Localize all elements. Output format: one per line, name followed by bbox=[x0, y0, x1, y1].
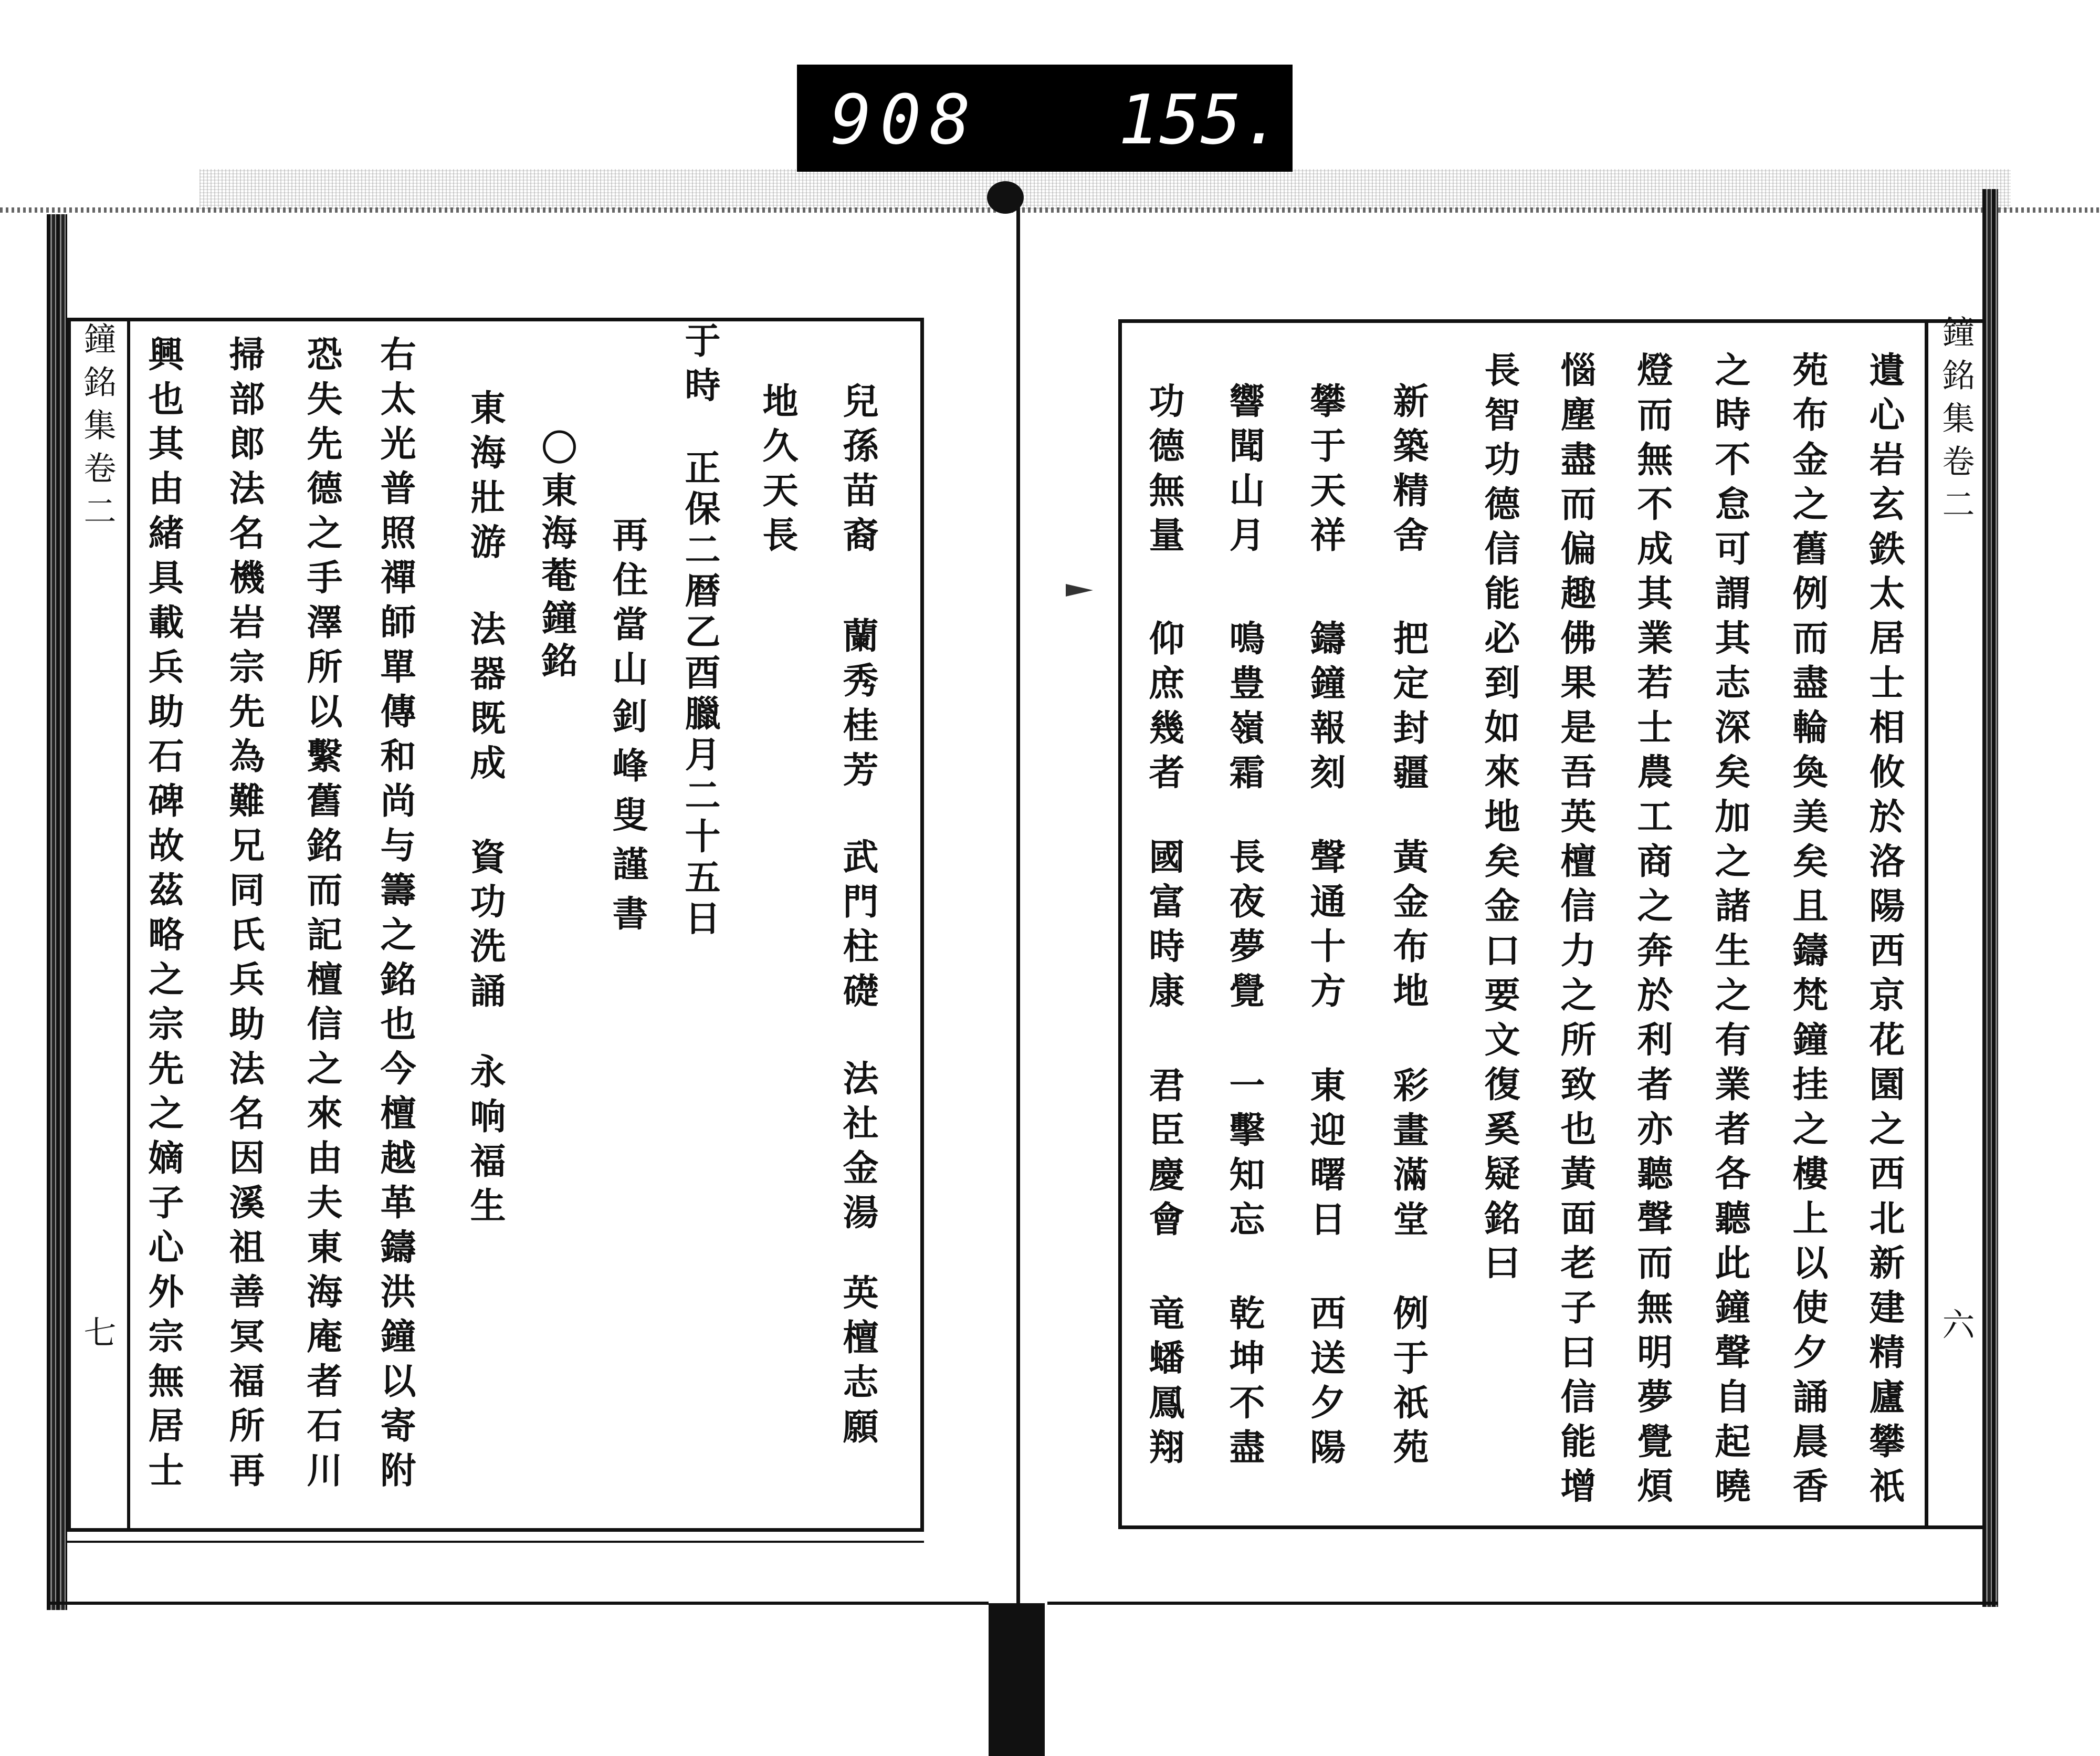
verse-phrase: 國富時康 bbox=[1143, 838, 1185, 1017]
left-page-bottom-edge bbox=[47, 1602, 989, 1605]
left-margin-divider bbox=[127, 318, 130, 1532]
left-prose-column: 右太光普照禪師單傳和尚与籌之銘也今檀越革鑄洪鐘以寄附 bbox=[374, 336, 416, 1496]
poem-phrase: 東海壯游 bbox=[464, 389, 506, 568]
verse-phrase: 一擊知忘 bbox=[1223, 1067, 1265, 1245]
left-prose-column: 興也其由緒具載兵助石碑故茲略之宗先之嫡子心外宗無居士 bbox=[142, 336, 184, 1496]
poem-phrase: 法器既成 bbox=[464, 610, 506, 789]
verse-phrase: 聲通十方 bbox=[1304, 838, 1346, 1017]
gutter-line bbox=[1016, 201, 1020, 1756]
signature-name: 釗峰叟謹書 bbox=[606, 697, 648, 944]
date-prefix: 于時 bbox=[679, 322, 721, 411]
verse-phrase: 竜蟠鳳翔 bbox=[1143, 1294, 1185, 1473]
right-page-bottom-edge bbox=[1047, 1602, 1998, 1605]
right-margin-title: 鐘銘集卷二 bbox=[1937, 315, 1975, 530]
verse-phrase: 把定封疆 bbox=[1387, 620, 1429, 798]
inscription-heading: 〇東海菴鐘銘 bbox=[536, 429, 578, 684]
left-prose-column: 恐失先德之手澤所以繫舊銘而記檀信之來由夫東海庵者石川 bbox=[301, 336, 343, 1496]
verse-phrase: 蘭秀桂芳 bbox=[837, 617, 879, 796]
right-folio-number: 六 bbox=[1937, 1308, 1975, 1351]
verse-phrase: 黃金布地 bbox=[1387, 838, 1429, 1017]
signature-place: 再住當山 bbox=[606, 516, 648, 695]
right-prose-column: 燈而無不成其業若士農工商之奔於利者亦聽聲而無明夢覺煩 bbox=[1631, 351, 1673, 1512]
verse-phrase: 彩畫滿堂 bbox=[1387, 1067, 1429, 1245]
verse-phrase: 例于祇苑 bbox=[1387, 1294, 1429, 1473]
verse-phrase: 攀于天祥 bbox=[1304, 382, 1346, 561]
verse-phrase: 乾坤不盡 bbox=[1223, 1294, 1265, 1473]
verse-phrase: 功德無量 bbox=[1143, 382, 1185, 561]
verse-phrase: 仰庶幾者 bbox=[1143, 620, 1185, 798]
poem-phrase: 資功洗誦 bbox=[464, 838, 506, 1017]
scan-number-right: 155. bbox=[1118, 80, 1283, 160]
poem-phrase: 永响福生 bbox=[464, 1053, 506, 1231]
left-prose-column: 掃部郎法名機岩宗先為難兄同氏兵助法名因溪祖善冥福所再 bbox=[223, 336, 265, 1496]
verse-phrase: 地久天長 bbox=[757, 382, 799, 561]
verse-phrase: 鳴豊嶺霜 bbox=[1223, 620, 1265, 798]
verse-phrase: 法社金湯 bbox=[837, 1060, 879, 1238]
scan-number-label bbox=[797, 65, 1293, 172]
scan-number-left: 908 bbox=[831, 80, 979, 160]
verse-phrase: 新築精舍 bbox=[1387, 382, 1429, 561]
verse-phrase: 英檀志願 bbox=[837, 1274, 879, 1452]
verse-phrase: 兒孫苗裔 bbox=[837, 382, 879, 561]
verse-phrase: 東迎曙日 bbox=[1304, 1067, 1346, 1245]
page-top-edge-line bbox=[0, 207, 2100, 213]
left-margin-title: 鐘銘集卷二 bbox=[78, 322, 117, 537]
left-frame-double-line bbox=[67, 1541, 924, 1543]
right-prose-column: 遺心岩玄鉄太居士相攸於洛陽西京花園之西北新建精廬攀祇 bbox=[1863, 351, 1905, 1512]
right-margin-bottom-rule bbox=[1928, 1525, 1982, 1529]
margin-arrow-mark bbox=[1066, 584, 1093, 597]
verse-phrase: 西送夕陽 bbox=[1304, 1294, 1346, 1473]
right-prose-column: 長智功德信能必到如來地矣金口要文復奚疑銘曰 bbox=[1478, 351, 1520, 1289]
verse-phrase: 長夜夢覺 bbox=[1223, 838, 1265, 1017]
right-prose-column: 苑布金之舊例而盡輪奐美矣且鑄梵鐘挂之樓上以使夕誦晨香 bbox=[1787, 351, 1829, 1512]
left-page-edge bbox=[47, 214, 67, 1610]
right-prose-column: 惱塵盡而偏趣佛果是吾英檀信力之所致也黃面老子曰信能增 bbox=[1555, 351, 1597, 1512]
left-folio-number: 七 bbox=[78, 1315, 117, 1358]
verse-phrase: 鑄鐘報刻 bbox=[1304, 620, 1346, 798]
verse-phrase: 響聞山月 bbox=[1223, 382, 1265, 561]
verse-phrase: 君臣慶會 bbox=[1143, 1067, 1185, 1245]
right-prose-column: 之時不怠可謂其志深矣加之諸生之有業者各聽此鐘聲自起曉 bbox=[1709, 351, 1751, 1512]
page-top-edge-speckle bbox=[200, 169, 2011, 209]
right-page-edge bbox=[1982, 189, 1998, 1607]
date-line: 正保二暦乙酉臘月二十五日 bbox=[679, 449, 721, 940]
verse-phrase: 武門柱礎 bbox=[837, 838, 879, 1017]
gutter-bottom-block bbox=[989, 1603, 1045, 1756]
